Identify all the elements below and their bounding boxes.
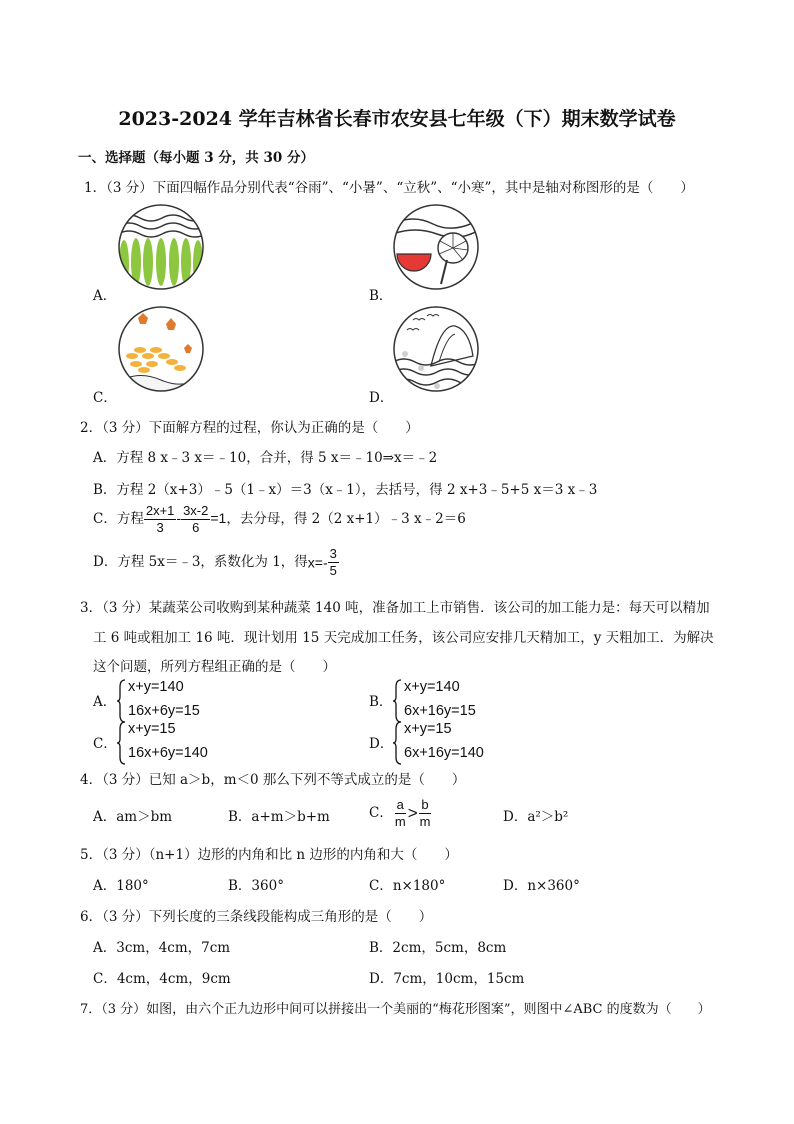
fraction xyxy=(144,503,177,536)
image-guyu xyxy=(118,204,204,290)
numerator: b xyxy=(421,797,429,812)
q6-option-b: B．2cm，5cm，8cm xyxy=(369,940,507,956)
question-3-line-1: 3．（3 分）某蔬菜公司收购到某种蔬菜 140 吨，准备加工上市销售．该公司的加工能力是：每天可以精加 xyxy=(80,600,710,616)
q2-option-b: B．方程 2（x+3）﹣5（1﹣x）＝3（x﹣1），去括号，得 2 x+3﹣5+5 x＝3 x﹣3 xyxy=(93,482,598,498)
denominator: 5 xyxy=(329,563,337,578)
equals-one: =1 xyxy=(210,510,227,526)
equation-1: x+y=15 xyxy=(128,721,176,737)
brace-icon xyxy=(116,721,126,765)
q2-option-a: A．方程 8 x﹣3 x＝﹣10，合并，得 5 x＝﹣10⇒x＝﹣2 xyxy=(93,450,438,466)
numerator: 3 xyxy=(329,546,337,561)
q3-label-b: B． xyxy=(369,694,393,710)
q5-option-d: D．n×360° xyxy=(503,878,580,894)
equation-1: x+y=140 xyxy=(128,679,184,695)
brace-icon xyxy=(392,679,402,723)
fraction xyxy=(181,503,210,536)
q3-label-d: D． xyxy=(369,736,394,752)
denominator: 3 xyxy=(156,520,164,535)
question-3-line-2: 工 6 吨或粗加工 16 吨．现计划用 15 天完成加工任务，该公司应安排几天精加工，y 天粗加工．为解决 xyxy=(93,630,714,646)
equation-1: x+y=15 xyxy=(404,721,452,737)
fraction xyxy=(328,546,339,579)
q2-d-prefix: D．方程 5x＝﹣3，系数化为 1，得 xyxy=(93,554,308,570)
equation-2: 6x+16y=15 xyxy=(404,703,476,719)
q3-label-c: C． xyxy=(93,736,117,752)
q4-option-d: D．a²＞b² xyxy=(503,809,569,825)
q4-option-c xyxy=(369,797,432,830)
question-6-stem: 6．（3 分）下列长度的三条线段能构成三角形的是（ ） xyxy=(80,909,433,925)
q5-option-b: B．360° xyxy=(228,878,284,894)
equation-2: 16x+6y=15 xyxy=(128,703,200,719)
q3-label-a: A． xyxy=(93,694,117,710)
section-heading: 一、选择题（每小题 3 分，共 30 分） xyxy=(78,150,314,166)
question-1-stem: 1．（3 分）下面四幅作品分别代表“谷雨”、“小暑”、“立秋”、“小寒”，其中是轴对称图形的是（ ） xyxy=(84,180,694,196)
q5-option-c: C．n×180° xyxy=(369,878,446,894)
q5-option-a: A．180° xyxy=(93,878,149,894)
equation-1: x+y=140 xyxy=(404,679,460,695)
brace-icon xyxy=(116,679,126,723)
q2-option-c xyxy=(93,503,466,536)
equation-2: 6x+16y=140 xyxy=(404,745,484,761)
q4-c-label: C． xyxy=(369,805,393,821)
fraction xyxy=(393,797,408,830)
q4-option-a: A．am＞bm xyxy=(93,809,173,825)
q1-label-a: A． xyxy=(93,288,117,304)
fraction xyxy=(418,797,433,830)
denominator: 6 xyxy=(192,520,200,535)
question-7-stem: 7．（3 分）如图，由六个正九边形中间可以拼接出一个美丽的“梅花形图案”，则图中∠ABC 的度数为（ ） xyxy=(80,1002,711,1017)
minus-sign: - xyxy=(176,510,182,526)
greater-than: > xyxy=(407,803,418,823)
q6-option-a: A．3cm，4cm，7cm xyxy=(93,940,231,956)
numerator: a xyxy=(396,797,404,812)
denominator: m xyxy=(419,814,431,829)
numerator: 2x+1 xyxy=(145,503,175,518)
q6-option-d: D．7cm，10cm，15cm xyxy=(369,971,525,987)
equation-2: 16x+6y=140 xyxy=(128,745,208,761)
q1-label-c: C． xyxy=(93,390,117,406)
q1-label-d: D． xyxy=(369,390,394,406)
image-liqiu xyxy=(118,306,204,392)
denominator: m xyxy=(394,814,406,829)
question-5-stem: 5．（3 分）（n+1）边形的内角和比 n 边形的内角和大（ ） xyxy=(80,847,458,863)
q2-c-prefix: C．方程 xyxy=(93,511,144,527)
question-4-stem: 4．（3 分）已知 a＞b，m＜0 那么下列不等式成立的是（ ） xyxy=(80,772,466,788)
q2-c-suffix: ，去分母，得 2（2 x+1）﹣3 x﹣2＝6 xyxy=(226,511,466,527)
brace-icon xyxy=(392,721,402,765)
q1-label-b: B． xyxy=(369,288,393,304)
numerator: 3x-2 xyxy=(183,503,209,518)
question-3-line-3: 这个问题，所列方程组正确的是（ ） xyxy=(93,659,336,675)
q2-option-d xyxy=(93,546,339,579)
question-2-stem: 2．（3 分）下面解方程的过程，你认为正确的是（ ） xyxy=(80,420,419,436)
q6-option-c: C．4cm，4cm，9cm xyxy=(93,971,231,987)
q2-d-x: x=- xyxy=(307,554,328,571)
image-xiaoshu xyxy=(393,204,479,290)
image-xiaohan xyxy=(393,306,479,392)
q4-option-b: B．a+m＞b+m xyxy=(228,809,330,825)
page-title: 2023-2024 学年吉林省长春市农安县七年级（下）期末数学试卷 xyxy=(118,108,676,130)
